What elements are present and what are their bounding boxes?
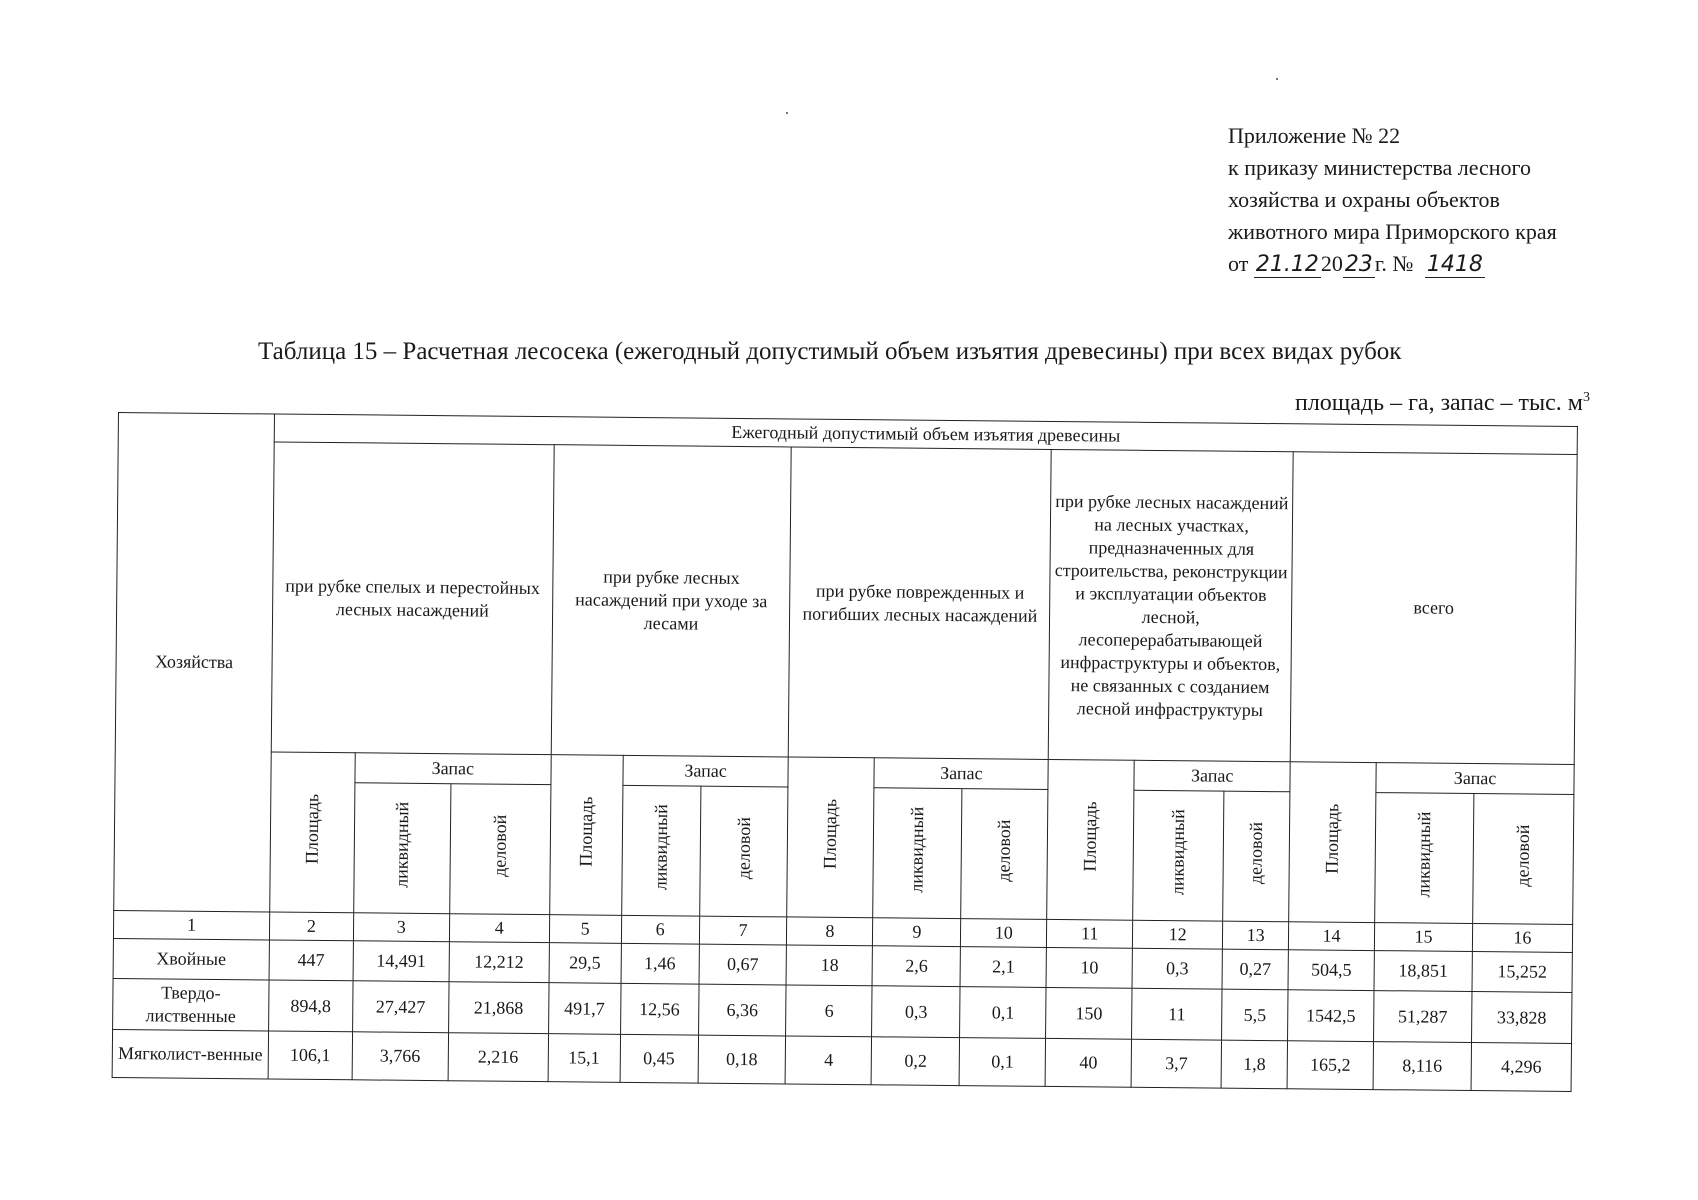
data-cell: 21,868 xyxy=(448,982,548,1034)
appendix-line: Приложение № 22 xyxy=(1228,123,1401,148)
header-stock: Запас xyxy=(874,758,1048,790)
header-stock: Запас xyxy=(1376,763,1574,795)
group-header-thinning: при рубке лесных насаждений при уходе за лесами xyxy=(551,445,792,757)
col-number: 16 xyxy=(1472,924,1572,953)
group-header-damaged: при рубке поврежденных и погибших лесных насаждений xyxy=(789,447,1052,759)
header-farm: Хозяйства xyxy=(114,413,275,912)
header-commercial-cell xyxy=(1473,794,1574,925)
header-liquid: ликвидный xyxy=(906,807,928,894)
col-number: 14 xyxy=(1288,922,1374,951)
data-cell: 18,851 xyxy=(1374,951,1472,992)
header-area-cell xyxy=(1047,759,1134,920)
group-header-construction: при рубке лесных насаждений на лесных участках, предназначенных для строительства, реконструкции и эксплуатации объектов лесной, лесоперерабатывающей инфраструктуры и объектов, не связанных с созданием лесной инфраструктуры xyxy=(1048,449,1293,761)
col-number: 2 xyxy=(269,912,353,941)
data-cell: 2,1 xyxy=(960,947,1046,988)
header-liquid: ликвидный xyxy=(650,804,671,891)
data-cell: 12,56 xyxy=(620,983,698,1035)
data-cell: 3,766 xyxy=(352,1032,448,1081)
header-liquid-cell xyxy=(1375,793,1474,924)
col-number: 9 xyxy=(873,918,961,947)
data-cell: 894,8 xyxy=(268,980,352,1032)
handwritten-year: 23 xyxy=(1344,252,1373,277)
data-cell: 0,45 xyxy=(620,1034,698,1083)
header-liquid-cell xyxy=(621,785,700,916)
handwritten-date: 21.12 xyxy=(1255,252,1319,277)
data-cell: 504,5 xyxy=(1288,950,1374,991)
data-cell: 106,1 xyxy=(268,1031,352,1080)
header-liquid-cell xyxy=(873,788,962,919)
data-cell: 0,2 xyxy=(871,1037,959,1086)
header-liquid: ликвидный xyxy=(1413,811,1435,899)
data-cell: 51,287 xyxy=(1374,991,1472,1043)
data-cell: 27,427 xyxy=(352,981,448,1033)
header-commercial: деловой xyxy=(1512,824,1534,888)
data-cell: 33,828 xyxy=(1471,992,1572,1044)
logging-table xyxy=(112,412,1578,1092)
data-cell: 4 xyxy=(786,1036,872,1085)
header-area: Площадь xyxy=(1079,801,1101,873)
data-cell: 0,3 xyxy=(872,986,960,1038)
col-number: 7 xyxy=(699,916,787,945)
data-cell: 15,1 xyxy=(548,1034,620,1083)
scan-speck xyxy=(786,112,788,114)
appendix-line: животного мира Приморского края xyxy=(1228,219,1557,244)
group-header-mature: при рубке спелых и перестойных лесных насаждений xyxy=(271,442,554,755)
col-number: 11 xyxy=(1047,919,1133,948)
data-cell: 18 xyxy=(786,945,872,986)
units-note xyxy=(1295,390,1590,417)
data-cell: 3,7 xyxy=(1131,1039,1221,1088)
header-area: Площадь xyxy=(575,796,596,868)
data-cell: 4,296 xyxy=(1471,1043,1572,1092)
data-cell: 0,18 xyxy=(698,1035,786,1084)
col-number: 15 xyxy=(1374,923,1472,952)
header-commercial-cell xyxy=(699,786,788,917)
data-cell: 165,2 xyxy=(1287,1041,1373,1090)
data-cell: 0,67 xyxy=(699,944,787,985)
col-number: 3 xyxy=(353,913,449,942)
header-area: Площадь xyxy=(301,794,323,865)
data-cell: 1,8 xyxy=(1221,1040,1287,1089)
header-commercial: деловой xyxy=(489,815,510,878)
data-cell: 14,491 xyxy=(353,941,449,982)
date-suffix: г. № xyxy=(1374,251,1414,276)
header-commercial: деловой xyxy=(1245,822,1267,885)
data-cell: 0,1 xyxy=(960,987,1046,1039)
data-cell: 2,216 xyxy=(448,1033,548,1082)
row-label: Твердо-лиственные xyxy=(113,978,269,1030)
data-cell: 29,5 xyxy=(549,943,621,984)
header-stock: Запас xyxy=(1134,760,1290,791)
data-cell: 0,3 xyxy=(1132,948,1222,989)
col-number: 4 xyxy=(449,914,549,943)
header-stock: Запас xyxy=(623,755,789,787)
units-text: площадь – га, запас – тыс. м xyxy=(1294,390,1583,416)
data-cell: 5,5 xyxy=(1222,989,1288,1041)
data-cell: 1,46 xyxy=(621,943,699,984)
header-area: Площадь xyxy=(1321,803,1343,875)
data-cell: 2,6 xyxy=(872,946,960,987)
units-superscript: 3 xyxy=(1583,390,1590,405)
row-label: Мягколист-венные xyxy=(112,1029,268,1078)
header-area-cell xyxy=(1289,762,1376,923)
header-commercial-cell xyxy=(449,784,550,915)
col-number: 12 xyxy=(1133,920,1223,949)
header-commercial: деловой xyxy=(733,817,754,880)
appendix-date-line xyxy=(1228,248,1557,280)
data-cell: 1542,5 xyxy=(1288,990,1374,1042)
col-number: 8 xyxy=(787,917,873,946)
header-commercial-cell xyxy=(1223,791,1290,922)
header-area-cell xyxy=(549,755,622,916)
date-century: 20 xyxy=(1320,251,1343,276)
col-number: 10 xyxy=(961,919,1047,948)
header-annual-volume: Ежегодный допустимый объем изъятия древесины xyxy=(274,414,1577,455)
header-liquid-cell xyxy=(354,783,451,914)
header-commercial: деловой xyxy=(993,819,1015,883)
appendix-line: хозяйства и охраны объектов xyxy=(1228,187,1500,212)
data-cell: 447 xyxy=(269,940,353,981)
scan-speck xyxy=(1276,78,1278,80)
data-cell: 12,212 xyxy=(449,942,549,983)
header-liquid: ликвидный xyxy=(1167,809,1189,896)
data-cell: 6 xyxy=(786,985,872,1037)
col-number: 13 xyxy=(1223,921,1289,950)
header-commercial-cell xyxy=(961,789,1048,920)
data-cell: 10 xyxy=(1046,947,1132,988)
group-header-total: всего xyxy=(1290,452,1577,765)
header-stock: Запас xyxy=(355,753,551,785)
col-number: 5 xyxy=(549,915,621,944)
date-prefix: от xyxy=(1228,251,1249,276)
data-cell: 40 xyxy=(1045,1038,1131,1087)
appendix-line: к приказу министерства лесного xyxy=(1228,155,1532,180)
data-cell: 11 xyxy=(1132,988,1222,1040)
data-cell: 6,36 xyxy=(698,984,786,1036)
handwritten-number: 1418 xyxy=(1426,252,1483,277)
header-liquid: ликвидный xyxy=(391,802,413,889)
data-cell: 150 xyxy=(1046,987,1132,1039)
row-label: Хвойные xyxy=(113,938,269,979)
data-cell: 0,1 xyxy=(959,1038,1045,1087)
header-area: Площадь xyxy=(820,799,841,870)
data-cell: 491,7 xyxy=(548,983,620,1035)
appendix-block xyxy=(1228,120,1557,280)
col-number: 6 xyxy=(621,915,699,944)
header-liquid-cell xyxy=(1133,790,1224,921)
header-area-cell xyxy=(787,757,874,918)
data-cell: 15,252 xyxy=(1472,952,1572,993)
col-number: 1 xyxy=(113,910,269,939)
data-cell: 8,116 xyxy=(1373,1042,1471,1091)
header-area-cell xyxy=(270,752,355,913)
data-cell: 0,27 xyxy=(1222,949,1288,990)
table-title: Таблица 15 – Расчетная лесосека (ежегодный допустимый объем изъятия древесины) при всех видах рубок xyxy=(258,338,1402,365)
